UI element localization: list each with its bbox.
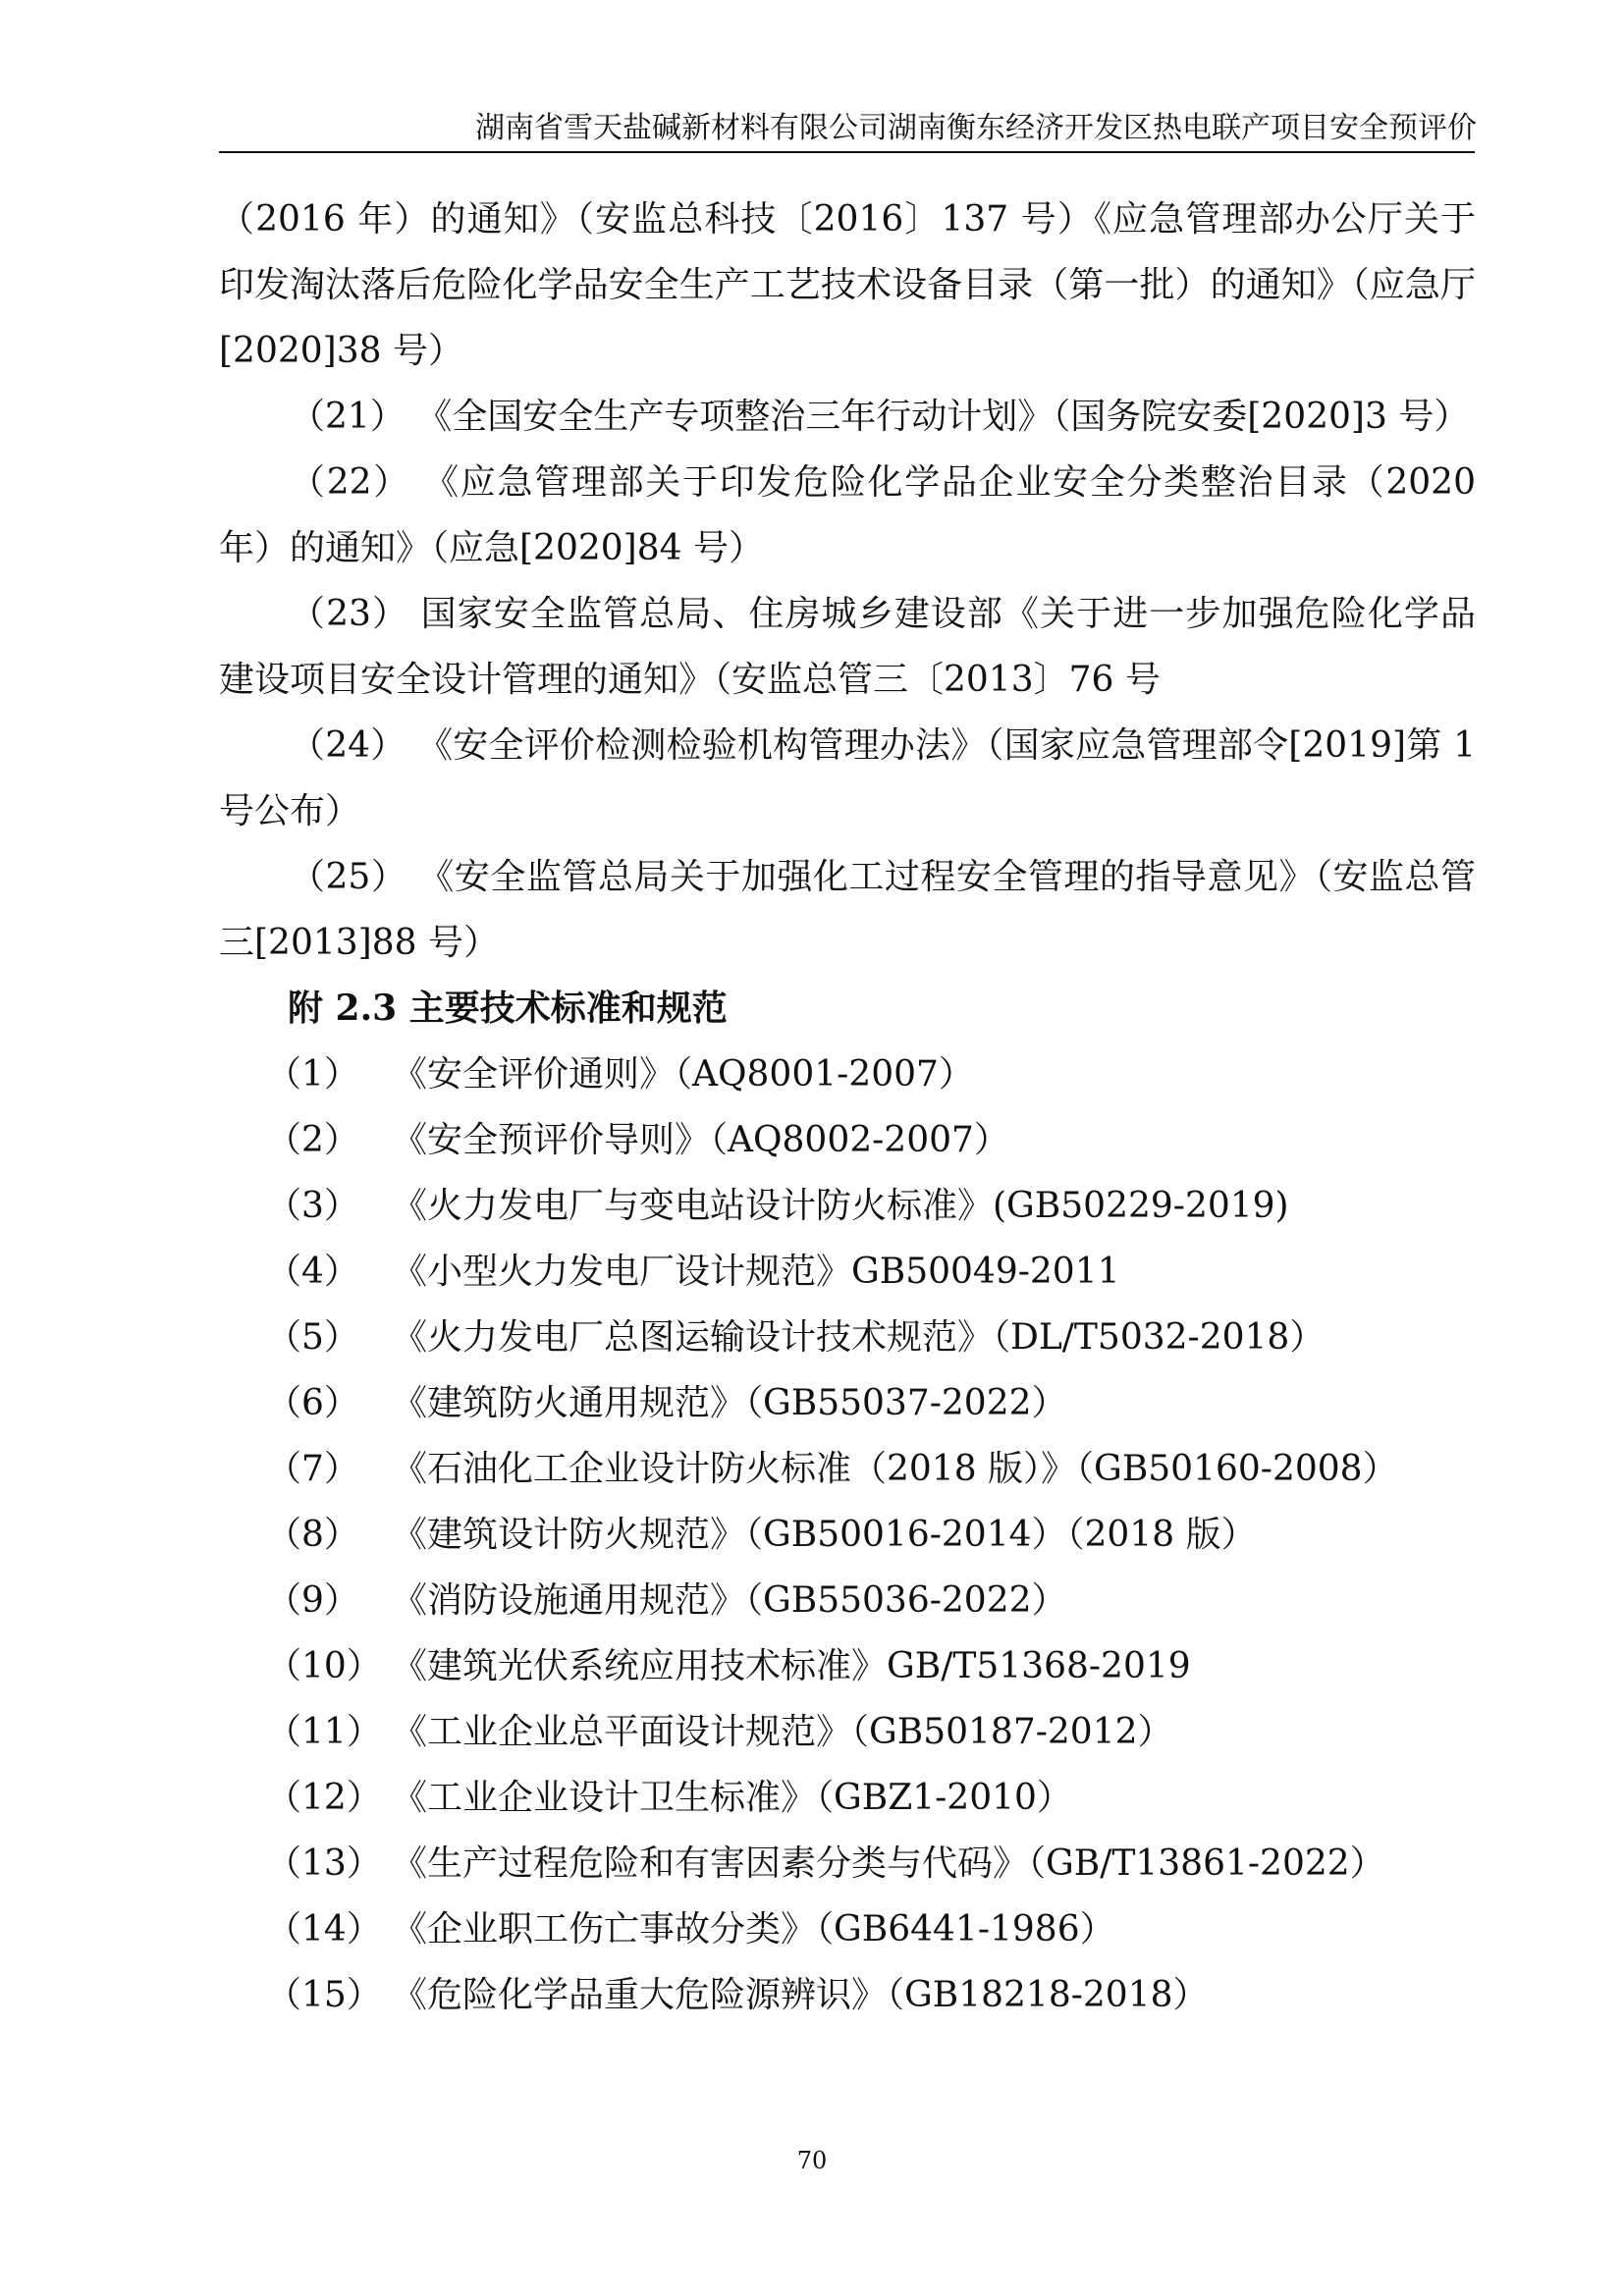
standard-text: 《消防设施通用规范》（GB55036-2022） [392,1580,1067,1621]
regulation-number: （21） [290,397,406,437]
standard-item [219,1436,1476,1502]
standard-item [219,1896,1476,1962]
regulation-number: （24） [290,725,406,766]
standard-item [219,1239,1476,1305]
regulation-item [219,384,1476,450]
standard-text: 《火力发电厂与变电站设计防火标准》(GB50229-2019) [392,1186,1289,1226]
standard-item [219,1107,1476,1173]
regulation-number: （22） [290,462,410,503]
standard-text: 《危险化学品重大危险源辨识》（GB18218-2018） [392,1975,1209,2015]
regulation-item [219,713,1476,844]
running-header: 湖南省雪天盐碱新材料有限公司湖南衡东经济开发区热电联产项目安全预评价 [475,111,1477,145]
standard-item [219,1370,1476,1436]
standard-number: （3） [266,1186,359,1226]
standard-text: 《建筑防火通用规范》（GB55037-2022） [392,1383,1067,1423]
standard-number: （5） [266,1317,359,1358]
standard-text: 《石油化工企业设计防火标准（2018 版）》（GB50160-2008） [392,1449,1398,1489]
standard-number: （11） [266,1712,382,1752]
standard-number: （8） [266,1515,359,1555]
regulation-text: 《全国安全生产专项整治三年行动计划》（国务院安委[2020]3 号） [416,397,1470,437]
standard-item [219,1502,1476,1568]
standard-number: （1） [266,1054,359,1095]
regulation-text: 《应急管理部关于印发危险化学品企业安全分类整治目录（2020 年）的通知》（应急[2020]84 号） [219,462,1476,568]
continuation-paragraph [219,187,1476,384]
standard-item [219,1041,1476,1107]
standard-number: （7） [266,1449,359,1489]
standard-text: 《安全评价通则》（AQ8001-2007） [392,1054,974,1095]
standard-number: （4） [266,1252,359,1292]
standard-number: （13） [266,1843,382,1884]
page-body [219,187,1476,2028]
regulation-item [219,581,1476,713]
regulation-text: 国家安全监管总局、住房城乡建设部《关于进一步加强危险化学品建设项目安全设计管理的通知》（安监总管三〔2013〕76 号 [219,594,1476,700]
regulation-text: 《安全监管总局关于加强化工过程安全管理的指导意见》（安监总管三[2013]88 号） [219,857,1476,963]
regulation-item [219,450,1476,581]
standard-text: 《建筑设计防火规范》（GB50016-2014）（2018 版） [392,1515,1257,1555]
standard-text: 《生产过程危险和有害因素分类与代码》（GB/T13861-2022） [392,1843,1385,1884]
standard-text: 《小型火力发电厂设计规范》GB50049-2011 [392,1252,1120,1292]
regulation-number: （25） [290,857,407,897]
standard-item [219,1831,1476,1896]
standard-number: （12） [266,1778,382,1818]
header-divider [219,151,1475,153]
standard-text: 《安全预评价导则》（AQ8002-2007） [392,1120,1009,1160]
standard-item [219,1633,1476,1699]
regulation-text: 《安全评价检测检验机构管理办法》（国家应急管理部令[2019]第 1 号公布） [219,725,1476,831]
standard-text: 《火力发电厂总图运输设计技术规范》（DL/T5032-2018） [392,1317,1326,1358]
standard-item [219,1699,1476,1765]
standard-number: （2） [266,1120,359,1160]
standard-item [219,1568,1476,1633]
standard-text: 《工业企业设计卫生标准》（GBZ1-2010） [392,1778,1072,1818]
standard-number: （10） [266,1646,382,1686]
standard-text: 《工业企业总平面设计规范》（GB50187-2012） [392,1712,1173,1752]
standard-number: （14） [266,1909,382,1949]
section-heading: 附 2.3 主要技术标准和规范 [288,988,728,1029]
continuation-line: 急厅[2020]38 号） [219,265,1476,371]
standard-text: 《企业职工伤亡事故分类》（GB6441-1986） [392,1909,1115,1949]
standard-number: （9） [266,1580,359,1621]
standard-text: 《建筑光伏系统应用技术标准》GB/T51368-2019 [392,1646,1191,1686]
standard-number: （15） [266,1975,382,2015]
regulation-item [219,844,1476,976]
standard-item [219,1173,1476,1239]
standard-item [219,1305,1476,1370]
page-number: 70 [796,2147,828,2174]
standard-item [219,1962,1476,2028]
standards-list [219,1041,1476,2028]
continuation-line: 印发淘汰落后危险化学品安全生产工艺技术设备目录（第一批）的通知》（应 [219,265,1405,305]
continuation-line: （2016 年）的通知》（安监总科技〔2016〕137 号）《应急管理部办公厅关于 [219,199,1476,240]
regulation-number: （23） [290,594,409,634]
standard-number: （6） [266,1383,359,1423]
standard-item [219,1765,1476,1831]
